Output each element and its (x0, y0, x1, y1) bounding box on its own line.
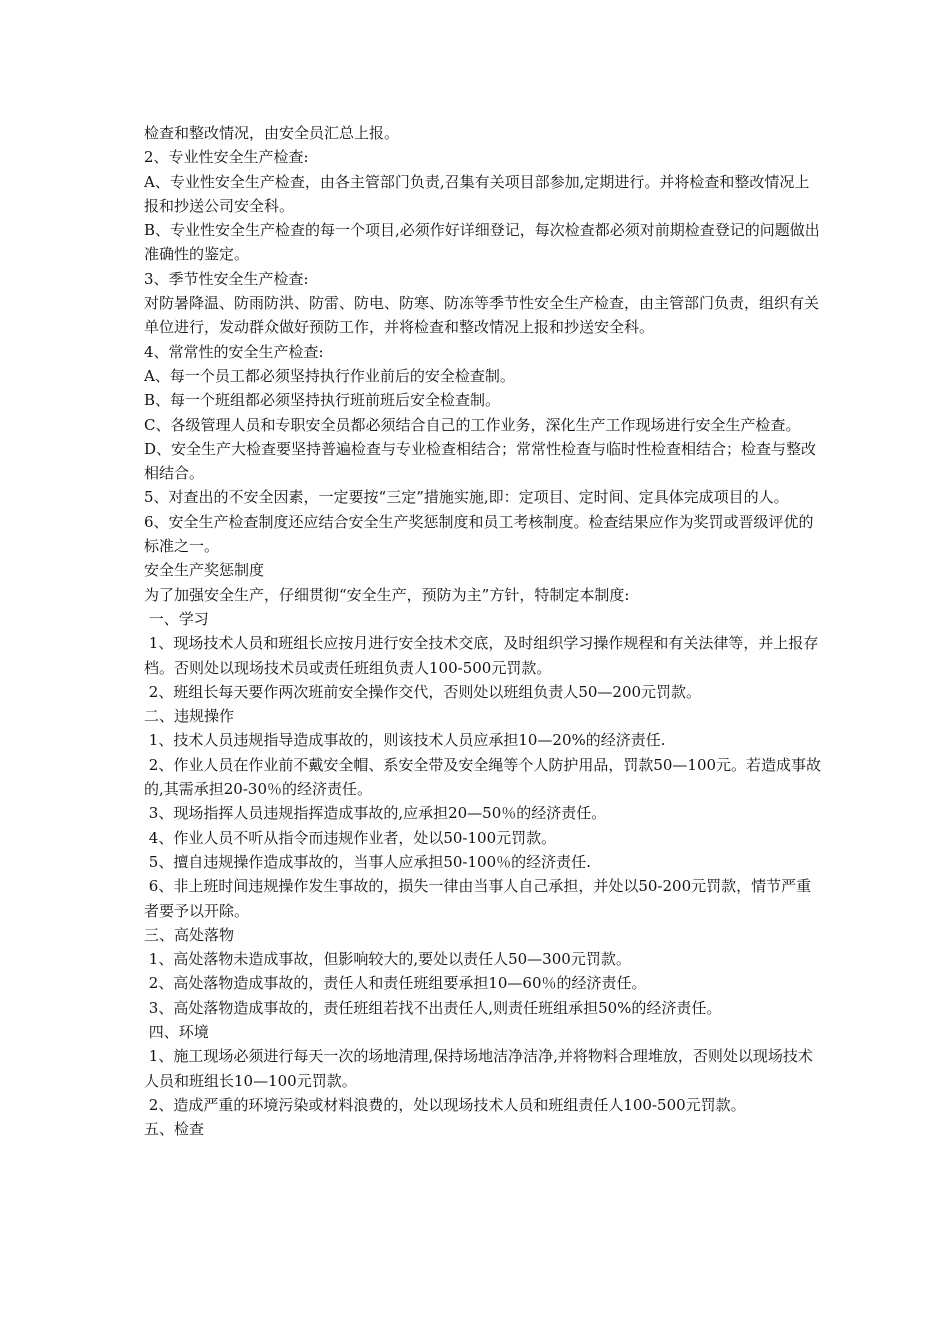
paragraph: 6、非上班时间违规操作发生事故的，损失一律由当事人自己承担，并处以50-200元罚款，情节严重者要予以开除。 (144, 877, 812, 920)
paragraph: 6、安全生产检查制度还应结合安全生产奖惩制度和员工考核制度。检查结果应作为奖罚或晋级评优的标准之一。 (144, 512, 814, 556)
section-heading: 三、高处落物 (144, 925, 235, 944)
paragraph: B、每一个班组都必须坚持执行班前班后安全检查制。 (144, 391, 501, 410)
paragraph: 3、高处落物造成事故的，责任班组若找不出责任人,则责任班组承担50%的经济责任。 (144, 998, 722, 1017)
document-body (144, 121, 824, 1141)
paragraph: A、专业性安全生产检查，由各主管部门负责,召集有关项目部参加,定期进行。并将检查和整改情况上报和抄送公司安全科。 (144, 172, 810, 215)
paragraph: 对防暑降温、防雨防洪、防雷、防电、防寒、防冻等季节性安全生产检查，由主管部门负责，组织有关单位进行，发动群众做好预防工作，并将检查和整改情况上报和抄送安全科。 (144, 294, 820, 337)
paragraph: 2、造成严重的环境污染或材料浪费的，处以现场技术人员和班组责任人100-500元罚款。 (144, 1095, 746, 1114)
paragraph: 5、擅自违规操作造成事故的，当事人应承担50-100％的经济责任. (144, 852, 591, 871)
paragraph: 2、高处落物造成事故的，责任人和责任班组要承担10—60％的经济责任。 (144, 974, 647, 993)
paragraph: 5、对查出的不安全因素，一定要按“三定”措施实施,即：定项目、定时间、定具体完成项目的人。 (144, 488, 789, 507)
paragraph: 为了加强安全生产，仔细贯彻“安全生产，预防为主”方针，特制定本制度: (144, 585, 630, 604)
paragraph: 3、季节性安全生产检查: (144, 269, 309, 288)
section-heading: 四、环境 (144, 1022, 209, 1041)
section-heading: 一、学习 (144, 609, 209, 628)
paragraph: 1、现场技术人员和班组长应按月进行安全技术交底，及时组织学习操作规程和有关法律等，并上报存档。否则处以现场技术员或责任班组负责人100-500元罚款。 (144, 634, 819, 677)
paragraph: 1、施工现场必须进行每天一次的场地清理,保持场地洁净洁净,并将物料合理堆放，否则处以现场技术人员和班组长10—100元罚款。 (144, 1047, 813, 1090)
paragraph: D、安全生产大检查要坚持普遍检查与专业检查相结合；常常性检查与临时性检查相结合；检查与整改相结合。 (144, 439, 817, 483)
section-heading: 二、违规操作 (144, 707, 235, 726)
paragraph: 2、专业性安全生产检查: (144, 148, 309, 167)
paragraph: 1、高处落物未造成事故，但影响较大的,要处以责任人50—300元罚款。 (144, 950, 631, 969)
paragraph: 2、作业人员在作业前不戴安全帽、系安全带及安全绳等个人防护用品，罚款50—100元。若造成事故的,其需承担20-30％的经济责任。 (144, 755, 822, 799)
paragraph: B、专业性安全生产检查的每一个项目,必须作好详细登记，每次检查都必须对前期检查登记的问题做出准确性的鉴定。 (144, 221, 820, 264)
paragraph: 4、常常性的安全生产检查: (144, 342, 324, 361)
paragraph: 检查和整改情况，由安全员汇总上报。 (144, 124, 400, 142)
paragraph: C、各级管理人员和专职安全员都必须结合自己的工作业务，深化生产工作现场进行安全生产检查。 (144, 415, 801, 434)
paragraph: 3、现场指挥人员违规指挥造成事故的,应承担20—50％的经济责任。 (144, 804, 607, 823)
paragraph: 1、技术人员违规指导造成事故的，则该技术人员应承担10—20%的经济责任. (144, 731, 666, 750)
paragraph: 4、作业人员不听从指令而违规作业者，处以50-100元罚款。 (144, 828, 557, 847)
section-heading: 五、检查 (144, 1120, 205, 1139)
paragraph: A、每一个员工都必须坚持执行作业前后的安全检查制。 (144, 366, 515, 385)
paragraph: 2、班组长每天要作两次班前安全操作交代，否则处以班组负责人50—200元罚款。 (144, 682, 702, 701)
section-heading: 安全生产奖惩制度 (144, 561, 265, 580)
